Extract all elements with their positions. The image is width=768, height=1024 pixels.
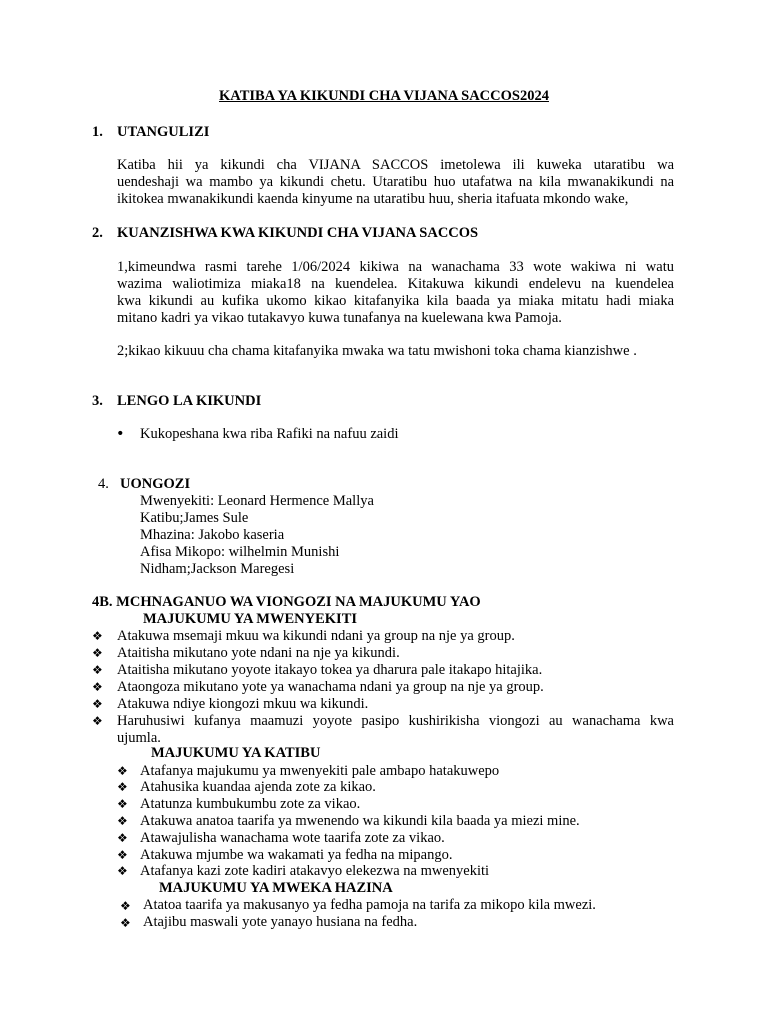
chairman-duty: Ataitisha mikutano yote ndani na nje ya kikundi. (117, 645, 400, 661)
paragraph-line: Haruhusiwi kufanya maamuzi yoyote pasipo kushirikisha viongozi au wanachama kwa (117, 713, 674, 729)
section-2-paragraph-1 (117, 259, 674, 327)
secretary-duty: Atakuwa anatoa taarifa ya mwenendo wa kikundi kila baada ya miezi mine. (140, 813, 580, 829)
bullet-icon: • (116, 426, 125, 442)
diamond-bullet-icon: ❖ (92, 663, 103, 677)
diamond-bullet-icon: ❖ (117, 797, 128, 811)
document-title: KATIBA YA KIKUNDI CHA VIJANA SACCOS2024 (219, 88, 549, 104)
paragraph-line: wazima waliotimiza miaka18 na kuendelea. Kitakuwa kikundi endelevu na kuendelea (117, 276, 674, 292)
chairman-duty-long (117, 713, 674, 747)
secretary-duty: Atafanya majukumu ya mwenyekiti pale ambapo hatakuwepo (140, 763, 500, 779)
leader-chairman: Mwenyekiti: Leonard Hermence Mallya (140, 493, 374, 509)
chairman-duty: Atakuwa msemaji mkuu wa kikundi ndani ya group na nje ya group. (117, 628, 515, 644)
diamond-bullet-icon: ❖ (92, 646, 103, 660)
chairman-duty: Ataongoza mikutano yote ya wanachama ndani ya group na nje ya group. (117, 679, 544, 695)
diamond-bullet-icon: ❖ (117, 814, 128, 828)
leader-treasurer: Mhazina: Jakobo kaseria (140, 527, 285, 543)
paragraph-line: uendeshaji wa mambo ya kikundi chetu. Utaratibu huo utafatwa na kila mwanakikundi na (117, 174, 674, 190)
chairman-duty: Ataitisha mikutano yoyote itakayo tokea ya dharura pale itakapo hitajika. (117, 662, 543, 678)
diamond-bullet-icon: ❖ (117, 831, 128, 845)
paragraph-line: ujumla. (117, 730, 161, 746)
section-1-number: 1. (92, 124, 103, 140)
diamond-bullet-icon: ❖ (92, 680, 103, 694)
leader-loan-officer: Afisa Mikopo: wilhelmin Munishi (140, 544, 340, 560)
secretary-duty: Atatunza kumbukumbu zote za vikao. (140, 796, 361, 812)
section-4-heading: UONGOZI (120, 476, 191, 492)
section-4-number: 4. (98, 476, 109, 492)
paragraph-line: 1,kimeundwa rasmi tarehe 1/06/2024 kikiwa na wanachama 33 wote wakiwa ni watu (117, 259, 674, 275)
paragraph-line: mitano kadri ya vikao tutakavyo kuwa tunafanya na kuelewana kwa Pamoja. (117, 310, 562, 326)
section-2-paragraph-2: 2;kikao kikuuu cha chama kitafanyika mwaka wa tatu mwishoni toka chama kianzishwe . (117, 343, 637, 359)
secretary-duty: Atakuwa mjumbe wa wakamati ya fedha na mipango. (140, 847, 453, 863)
leader-discipline: Nidham;Jackson Maregesi (140, 561, 295, 577)
paragraph-line: Katiba hii ya kikundi cha VIJANA SACCOS imetolewa ili kuweka utaratibu wa (117, 157, 674, 173)
diamond-bullet-icon: ❖ (92, 629, 103, 643)
treasurer-duty: Atatoa taarifa ya makusanyo ya fedha pamoja na tarifa za mikopo kila mwezi. (143, 897, 596, 913)
secretary-duty: Atawajulisha wanachama wote taarifa zote za vikao. (140, 830, 445, 846)
subheading-chairman: MAJUKUMU YA MWENYEKITI (143, 611, 358, 627)
chairman-duty: Atakuwa ndiye kiongozi mkuu wa kikundi. (117, 696, 369, 712)
paragraph-line: ikitokea mwanakikundi kaenda kinyume na utaratibu huu, sheria itafuata mkondo wake, (117, 191, 629, 207)
goal-item: Kukopeshana kwa riba Rafiki na nafuu zaidi (140, 426, 399, 442)
treasurer-duty: Atajibu maswali yote yanayo husiana na fedha. (143, 914, 418, 930)
diamond-bullet-icon: ❖ (120, 899, 131, 913)
paragraph-line: kwa kikundi au kufika ukomo kikao kitafanyika kila baada ya miaka mitatu hadi miaka (117, 293, 674, 309)
diamond-bullet-icon: ❖ (117, 780, 128, 794)
diamond-bullet-icon: ❖ (117, 848, 128, 862)
secretary-duty: Atahusika kuandaa ajenda zote za kikao. (140, 779, 376, 795)
section-2-heading: KUANZISHWA KWA KIKUNDI CHA VIJANA SACCOS (117, 225, 479, 241)
section-3-heading: LENGO LA KIKUNDI (117, 393, 262, 409)
diamond-bullet-icon: ❖ (92, 697, 103, 711)
diamond-bullet-icon: ❖ (92, 714, 103, 728)
diamond-bullet-icon: ❖ (117, 864, 128, 878)
subheading-treasurer: MAJUKUMU YA MWEKA HAZINA (159, 880, 393, 896)
leader-secretary: Katibu;James Sule (140, 510, 249, 526)
section-1-paragraph (117, 157, 674, 208)
subheading-secretary: MAJUKUMU YA KATIBU (151, 745, 321, 761)
section-3-number: 3. (92, 393, 103, 409)
diamond-bullet-icon: ❖ (120, 916, 131, 930)
section-1-heading: UTANGULIZI (117, 124, 210, 140)
secretary-duty: Atafanya kazi zote kadiri atakavyo elekezwa na mwenyekiti (140, 863, 490, 879)
section-2-number: 2. (92, 225, 103, 241)
section-4b-heading: 4B. MCHNAGANUO WA VIONGOZI NA MAJUKUMU YAO (92, 594, 481, 610)
diamond-bullet-icon: ❖ (117, 764, 128, 778)
